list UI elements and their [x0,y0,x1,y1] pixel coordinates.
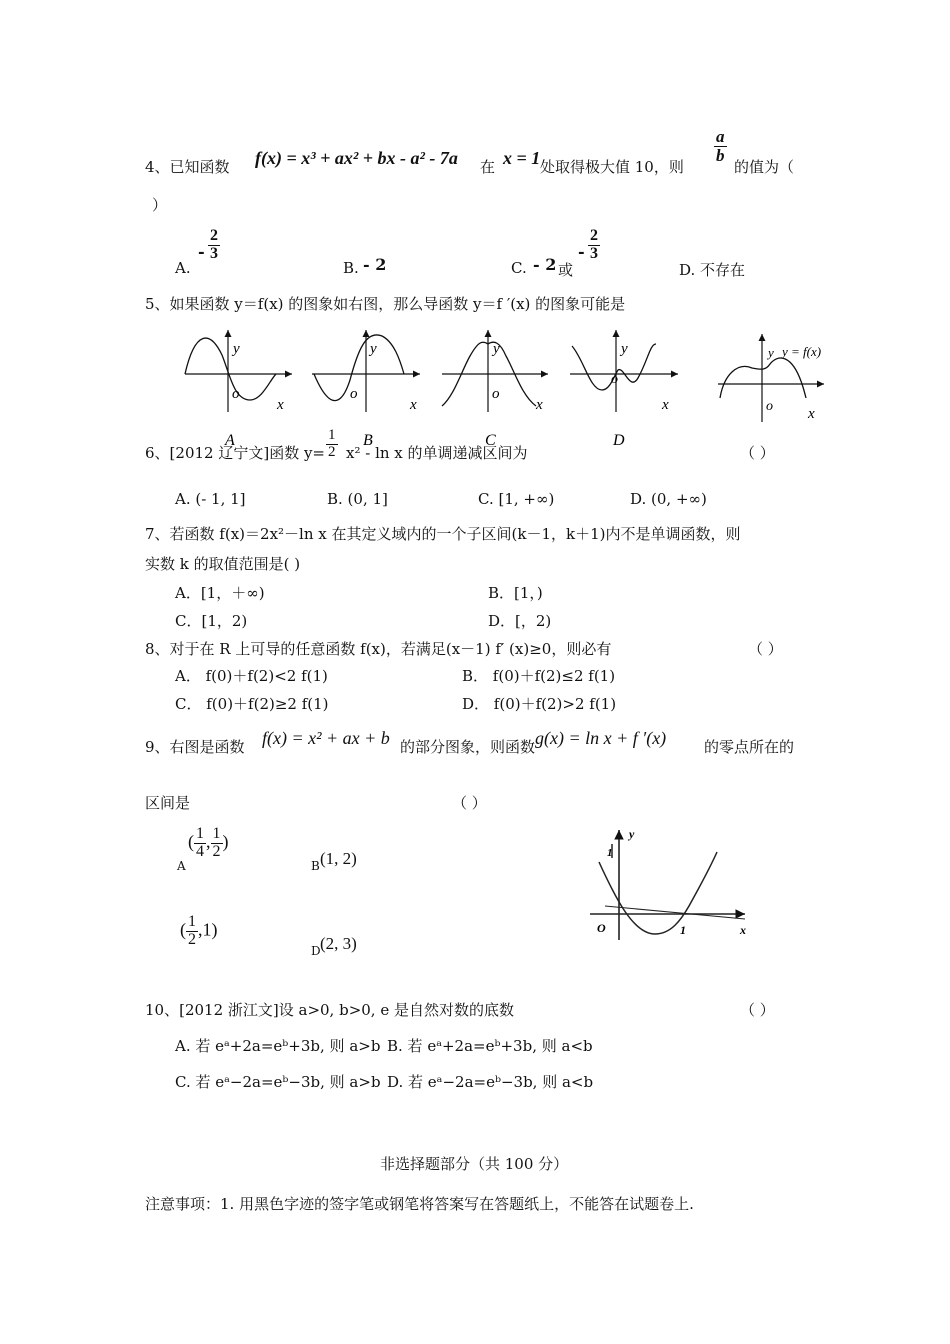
q10-option-d: D. 若 eᵃ−2a=eᵇ−3b, 则 a<b [387,1073,594,1091]
q4-fraction [714,128,727,165]
q7-option-b: B．[1，) [488,584,543,602]
q9-graph-one-x: 1 [680,923,686,937]
q5-graph-d-o: o [611,372,618,387]
q10-text: 10、[2012 浙江文]设 a>0, b>0, e 是自然对数的底数 [145,1001,514,1019]
q7-line2: 实数 k 的取值范围是( ) [145,555,301,573]
q10-option-b: B. 若 eᵃ+2a=eᵇ+3b, 则 a<b [387,1037,593,1055]
q10-option-a: A. 若 eᵃ+2a=eᵇ+3b, 则 a>b [175,1037,381,1055]
q4-option-a-label: A. [175,259,191,277]
q9-graph-y: y [629,827,635,841]
q5-graph-d-label: D [613,432,625,449]
q4-option-b-value: - 2 [363,255,387,274]
q4-function: f(x) = x³ + ax² + bx - a² - 7a [255,148,458,168]
q9-function: f(x) = x² + ax + b [262,728,390,748]
q4-option-d: D. 不存在 [679,261,746,279]
q5-graph-b-y: y [370,341,377,357]
q4-option-a-fraction [208,228,220,263]
q6-option-d: D. (0, +∞) [630,490,707,508]
q9-option-a-label: A [177,859,186,873]
q4-option-c-label: C. [511,259,527,277]
q5-graph-b-x: x [410,397,417,413]
q8-option-d: D． f(0)＋f(2)>2 f(1) [462,695,617,713]
q9-answer-paren: （ ） [452,794,487,812]
section-title: 非选择题部分（共 100 分） [380,1155,569,1173]
q4-option-c-num: 2 [590,227,598,244]
q7-option-c: C．[1，2) [175,612,248,630]
q5-graph-main [718,334,824,422]
q8-option-a: A． f(0)＋f(2)<2 f(1) [175,667,328,685]
q9-option-d-value: (2, 3) [320,934,357,953]
q6-frac-den: 2 [328,443,336,460]
q8-option-c: C． f(0)＋f(2)≥2 f(1) [175,695,329,713]
q9-option-c-value: ( $\frac{1}{2}$ ,1) [180,913,218,948]
q5-graph-main-o: o [766,399,773,414]
q8-option-b: B． f(0)＋f(2)≤2 f(1) [462,667,616,685]
q7-option-a: A．[1，＋∞) [175,584,265,602]
q5-graph-a-o: o [232,386,240,402]
q4-frac-num: a [716,127,725,146]
q4-at: 在 [480,158,496,176]
q4-option-a-sign: - [198,242,205,261]
q5-graph-a-label: A [225,432,235,449]
q7-option-d: D．[，2) [488,612,552,630]
q5-graph-c-o: o [492,386,500,402]
q9-option-b-label: B [311,859,320,873]
q5-graph-c-y: y [493,341,500,357]
q4-option-a-den: 3 [210,244,218,262]
q5-graph-c [442,330,548,449]
q6-prefix: 6、[2012 辽宁文]函数 y= [145,444,326,462]
q9-prefix: 9、右图是函数 [145,738,245,756]
q4-option-c-sign: - [578,242,585,261]
q5-graph-b-o: o [350,386,358,402]
q5-graph-a [185,330,292,449]
q6-option-a: A. (- 1, 1] [175,490,246,508]
q5-graph-c-label: C [485,432,496,449]
q5-graph-main-x: x [808,406,815,422]
q9-graph-one-y: 1 [607,847,613,859]
q6-frac-num: 1 [328,427,336,443]
q10-option-c: C. 若 eᵃ−2a=eᵇ−3b, 则 a>b [175,1073,381,1091]
q4-x-equals: x = 1 [503,148,541,168]
q4-option-c-fraction [588,228,600,263]
q4-frac-den: b [716,145,725,165]
q5-graph-c-x: x [536,397,543,413]
q9-option-b-value: (1, 2) [320,849,357,868]
q5-graph-main-y: y [768,345,774,360]
q5-graph-d-x: x [662,397,669,413]
q9-suffix: 的零点所在的 [704,738,795,756]
q4-option-c-den: 3 [590,244,598,262]
q9-mid: 的部分图象，则函数 [400,738,536,756]
section-note: 注意事项：1. 用黑色字迹的签字笔或钢笔将答案写在答题纸上，不能答在试题卷上. [145,1195,694,1213]
q7-line1: 7、若函数 f(x)＝2x²－ln x 在其定义域内的一个子区间(k－1，k＋1)内不是单调函数，则 [145,525,741,543]
q5-graph-d-y: y [621,341,628,357]
q6-option-b: B. (0, 1] [327,490,388,508]
q5-graph-b-label: B [363,432,373,449]
q9-graph-o: O [597,921,606,935]
q4-option-a-num: 2 [210,227,218,244]
q9-option-a-value: ( $\frac{1}{4}$ , $\frac{1}{2}$ ) [188,825,229,860]
q8-text: 8、对于在 R 上可导的任意函数 f(x)，若满足(x－1) f′ (x)≥0，则必有 [145,640,612,658]
q5-text: 5、如果函数 y＝f(x) 的图象如右图，那么导函数 y＝f ′(x) 的图象可能是 [145,295,626,313]
q6-fraction [326,428,338,461]
q5-graphs [170,320,850,450]
q8-answer-paren: （ ） [748,640,783,658]
q5-graph-d [570,330,678,449]
q4-suffix: 的值为（ [734,158,795,176]
q5-graph-main-label: y = f(x) [782,344,822,359]
q4-option-c-value: - 2 [533,255,557,274]
q6-answer-paren: （ ） [740,444,775,462]
q4-close: ） [152,196,168,214]
q5-graph-a-y: y [233,341,240,357]
q5-graph-a-x: x [277,397,284,413]
q9-graph-x: x [740,923,746,937]
q9-graph [585,822,760,942]
q4-option-c-or: 或 [558,261,574,279]
q4-option-b-label: B. [343,259,359,277]
q9-g-function: g(x) = ln x + f ′(x) [535,728,667,748]
q6-suffix: x² - ln x 的单调递减区间为 [346,444,528,462]
q9-line2: 区间是 [145,794,191,812]
q9-option-d-label: D [311,944,321,958]
q10-answer-paren: （ ） [740,1001,775,1019]
q4-mid: 处取得极大值 10，则 [540,158,684,176]
q6-option-c: C. [1, +∞) [478,490,555,508]
q4-prefix: 4、已知函数 [145,158,230,176]
